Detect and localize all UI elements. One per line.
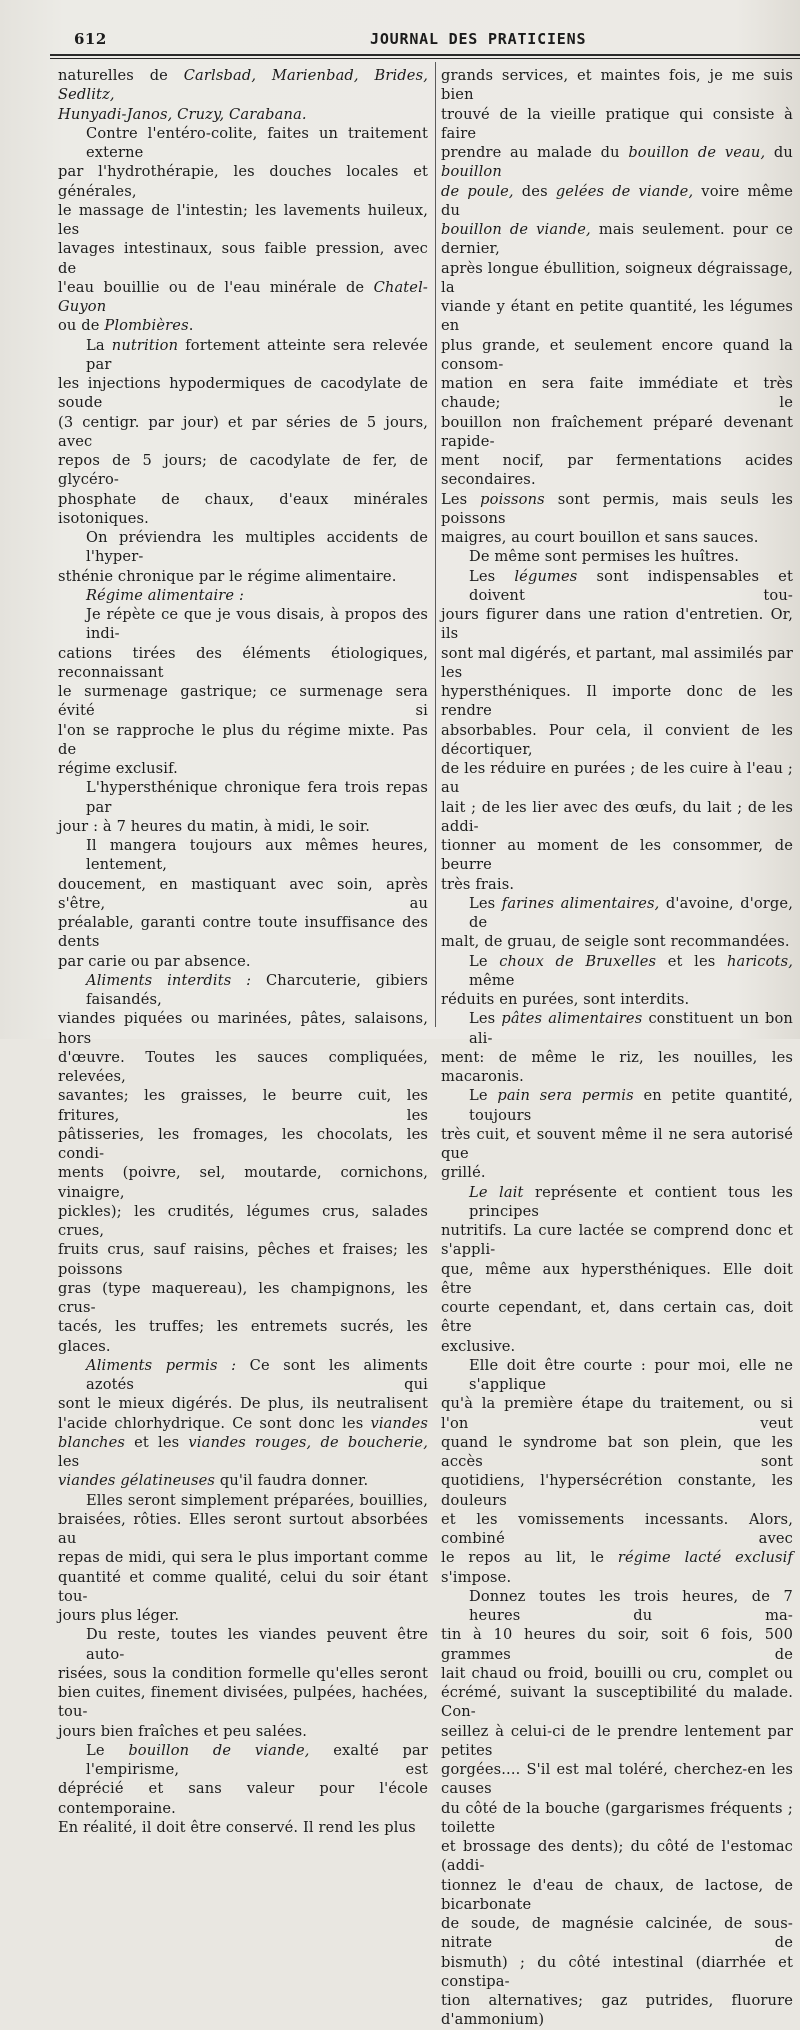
paragraph [441, 66, 793, 547]
text-line: tin à 10 heures du soir, soit 6 fois, 500 grammes de [441, 1626, 793, 1663]
text-line: très cuit, et souvent même il ne sera autorisé que [441, 1125, 793, 1162]
text-line: de les réduire en purées ; de les cuire à l'eau ; au [441, 760, 793, 797]
text-line: ou de Plombières. [58, 317, 194, 335]
text-line: du côté de la bouche (gargarismes fréquents ; toilette [441, 1799, 793, 1836]
text-line: pâtisseries, les fromages, les chocolats, les condi- [58, 1125, 428, 1162]
text-line: déprécié et sans valeur pour l'école contemporaine. [58, 1780, 428, 1817]
text-line: ments (poivre, sel, moutarde, cornichons, vinaigre, [58, 1164, 428, 1201]
text-line: naturelles de Carlsbad, Marienbad, Brides, Sedlitz, [58, 67, 428, 104]
paragraph [58, 528, 428, 586]
paragraph [58, 1741, 428, 1837]
text-line: malt, de gruau, de seigle sont recommandées. [441, 933, 790, 951]
paragraph [441, 952, 793, 1010]
text-line: par carie ou par absence. [58, 952, 251, 970]
text-line: bouillon de viande, mais seulement. pour ce dernier, [441, 221, 793, 258]
text-line: plus grande, et seulement encore quand la consom- [441, 336, 793, 373]
text-line: Contre l'entéro-colite, faites un traitement externe [86, 124, 428, 161]
text-line: repas de midi, qui sera le plus important comme [58, 1549, 428, 1567]
text-line: bien cuites, finement divisées, pulpées, hachées, tou- [58, 1684, 428, 1721]
page-header [40, 26, 784, 50]
text-line: Les pâtes alimentaires constituent un bon ali- [469, 1010, 793, 1047]
running-head: JOURNAL DES PRATICIENS [370, 30, 587, 48]
text-line: doucement, en mastiquant avec soin, après s'être, au [58, 875, 428, 912]
text-line: nutritifs. La cure lactée se comprend donc et s'appli- [441, 1222, 793, 1259]
text-line: Elles seront simplement préparées, bouillies, [86, 1491, 428, 1509]
text-line: bismuth) ; du côté intestinal (diarrhée et constipa- [441, 1953, 793, 1990]
text-line: sont le mieux digérés. De plus, ils neutralisent [58, 1395, 428, 1413]
text-line: savantes; les graisses, le beurre cuit, les fritures, les [58, 1087, 428, 1124]
text-line: phosphate de chaux, d'eaux minérales isotoniques. [58, 490, 428, 527]
text-line: tion alternatives; gaz putrides, fluorure d'ammonium) [441, 1992, 793, 2029]
text-line: le surmenage gastrique; ce surmenage sera évité si [58, 683, 428, 720]
text-line: hypersthéniques. Il importe donc de les rendre [441, 683, 793, 720]
text-line: de poule, des gelées de viande, voire même du [441, 182, 793, 219]
text-line: Il mangera toujours aux mêmes heures, lentement, [86, 837, 428, 874]
page-number: 612 [74, 30, 107, 48]
text-line: et les vomissements incessants. Alors, combiné avec [441, 1510, 793, 1547]
text-line: préalable, garanti contre toute insuffisance des dents [58, 914, 428, 951]
text-line: lait chaud ou froid, bouilli ou cru, complet ou [441, 1664, 793, 1682]
paragraph [441, 1183, 793, 1356]
text-line: courte cependant, et, dans certain cas, doit être [441, 1299, 793, 1336]
text-line: L'hypersthénique chronique fera trois repas par [86, 779, 428, 816]
text-line: l'eau bouillie ou de l'eau minérale de Chatel-Guyon [58, 278, 428, 315]
paragraph [58, 605, 428, 778]
text-line: les injections hypodermiques de cacodylate de soude [58, 375, 428, 412]
paragraph [58, 124, 428, 336]
text-line: très frais. [441, 875, 515, 893]
text-line: grands services, et maintes fois, je me suis bien [441, 67, 793, 104]
paragraph [58, 836, 428, 971]
text-line: lavages intestinaux, sous faible pression, avec de [58, 240, 428, 277]
text-line: tacés, les truffes; les entremets sucrés, les glaces. [58, 1318, 428, 1355]
text-line: braisées, rôties. Elles seront surtout absorbées au [58, 1510, 428, 1547]
text-line: De même sont permises les huîtres. [469, 548, 740, 566]
text-line: Le lait représente et contient tous les principes [469, 1183, 793, 1220]
text-line: fruits crus, sauf raisins, pêches et fraises; les poissons [58, 1241, 428, 1278]
text-line: risées, sous la condition formelle qu'elles seront [58, 1664, 428, 1682]
text-line: Le pain sera permis en petite quantité, toujours [469, 1087, 793, 1124]
paragraph [441, 567, 793, 894]
text-line: absorbables. Pour cela, il convient de les décortiquer, [441, 721, 793, 758]
paragraph [58, 1491, 428, 1626]
text-line: cations tirées des éléments étiologiques, reconnaissant [58, 644, 428, 681]
text-line: jour : à 7 heures du matin, à midi, le soir. [58, 817, 371, 835]
left-column [58, 66, 428, 1837]
text-line: grillé. [441, 1164, 486, 1182]
text-line: Le bouillon de viande, exalté par l'empirisme, est [86, 1741, 429, 1778]
paragraph [441, 547, 793, 566]
text-line: après longue ébullition, soigneux dégraissage, la [441, 259, 793, 296]
text-line: exclusive. [441, 1337, 516, 1355]
header-rule-thin [50, 58, 800, 59]
text-line: jours figurer dans une ration d'entretien. Or, ils [441, 606, 793, 643]
paragraph [58, 1356, 428, 1491]
text-line: qu'à la première étape du traitement, ou si l'on veut [441, 1395, 793, 1432]
text-line: l'on se rapproche le plus du régime mixte. Pas de [58, 721, 428, 758]
text-line: maigres, au court bouillon et sans sauces. [441, 529, 759, 546]
text-line: écrémé, suivant la susceptibilité du malade. Con- [441, 1684, 793, 1721]
text-line: Aliments interdits : Charcuterie, gibiers faisandés, [86, 971, 428, 1008]
text-line: blanches et les viandes rouges, de boucherie, les [58, 1433, 428, 1470]
text-line: quantité et comme qualité, celui du soir étant tou- [58, 1568, 428, 1605]
text-line: jours bien fraîches et peu salées. [58, 1722, 308, 1740]
text-line: Les poissons sont permis, mais seuls les poissons [441, 490, 793, 527]
paragraph [58, 66, 428, 124]
text-line: prendre au malade du bouillon de veau, du bouillon [441, 144, 793, 181]
text-line: lait ; de les lier avec des œufs, du lait ; de les addi- [441, 798, 793, 835]
paragraph [58, 1625, 428, 1741]
text-line: par l'hydrothérapie, les douches locales et générales, [58, 163, 428, 200]
text-line: seillez à celui-ci de le prendre lentement par petites [441, 1722, 793, 1759]
text-line: Hunyadi-Janos, Cruzy, Carabana. [58, 105, 307, 123]
text-line: viandes gélatineuses qu'il faudra donner. [58, 1472, 369, 1490]
text-line: trouvé de la vieille pratique qui consiste à faire [441, 105, 793, 142]
text-line: ment nocif, par fermentations acides secondaires. [441, 452, 793, 489]
text-line: pickles); les crudités, légumes crus, salades crues, [58, 1202, 428, 1239]
text-line: Elle doit être courte : pour moi, elle ne s'applique [469, 1356, 793, 1393]
paragraph [441, 1086, 793, 1182]
text-line: mation en sera faite immédiate et très chaude; le [441, 375, 793, 412]
text-line: viande y étant en petite quantité, les légumes en [441, 298, 793, 335]
text-line: quotidiens, l'hypersécrétion constante, les douleurs [441, 1472, 793, 1509]
text-line: l'acide chlorhydrique. Ce sont donc les viandes [58, 1414, 428, 1432]
text-line: Le choux de Bruxelles et les haricots, même [469, 952, 793, 989]
text-line: gras (type maquereau), les champignons, les crus- [58, 1279, 428, 1316]
text-line: repos de 5 jours; de cacodylate de fer, de glycéro- [58, 452, 428, 489]
paragraph [58, 586, 428, 605]
paragraph [441, 1356, 793, 1587]
paragraph [441, 1009, 793, 1086]
text-line: le massage de l'intestin; les lavements huileux, les [58, 201, 428, 238]
text-line: On préviendra les multiples accidents de l'hyper- [86, 529, 428, 566]
text-line: bouillon non fraîchement préparé devenant rapide- [441, 413, 793, 450]
text-line: et brossage des dents); du côté de l'estomac (addi- [441, 1838, 793, 1875]
text-line: gorgées.... S'il est mal toléré, cherchez-en les causes [441, 1761, 793, 1798]
text-line: En réalité, il doit être conservé. Il rend les plus [58, 1818, 416, 1836]
text-line: le repos au lit, le régime lacté exclusif s'impose. [441, 1549, 793, 1586]
paragraph [58, 971, 428, 1356]
right-column [441, 66, 793, 2030]
text-line: régime exclusif. [58, 760, 178, 777]
text-line: viandes piquées ou marinées, pâtes, salaisons, hors [58, 1010, 428, 1047]
text-line: jours plus léger. [58, 1607, 180, 1624]
text-line: Je répète ce que je vous disais, à propos des indi- [86, 606, 428, 643]
text-line: Les légumes sont indispensables et doivent tou- [469, 567, 793, 604]
text-line: Du reste, toutes les viandes peuvent être auto- [86, 1626, 428, 1663]
paragraph [58, 336, 428, 529]
text-line: Les farines alimentaires, d'avoine, d'orge, de [469, 894, 793, 931]
text-line: Aliments permis : Ce sont les aliments azotés qui [86, 1356, 429, 1393]
text-line: tionner au moment de les consommer, de beurre [441, 837, 793, 874]
text-line: que, même aux hypersthéniques. Elle doit être [441, 1260, 793, 1297]
text-line: tionnez le d'eau de chaux, de lactose, de bicarbonate [441, 1876, 793, 1913]
text-line: La nutrition fortement atteinte sera relevée par [86, 336, 428, 373]
text-line: sont mal digérés, et partant, mal assimilés par les [441, 644, 793, 681]
text-line: (3 centigr. par jour) et par séries de 5 jours, avec [58, 413, 428, 450]
text-line: ment: de même le riz, les nouilles, les macaronis. [441, 1048, 793, 1085]
column-divider [435, 62, 436, 1027]
paragraph [441, 1587, 793, 2030]
text-line: sthénie chronique par le régime alimentaire. [58, 567, 397, 585]
text-line: de soude, de magnésie calcinée, de sous-nitrate de [441, 1915, 793, 1952]
paragraph [58, 778, 428, 836]
text-line: Régime alimentaire : [86, 586, 245, 604]
text-line: d'œuvre. Toutes les sauces compliquées, relevées, [58, 1048, 428, 1085]
text-line: réduits en purées, sont interdits. [441, 991, 690, 1008]
text-line: Donnez toutes les trois heures, de 7 heures du ma- [469, 1587, 793, 1624]
text-line: quand le syndrome bat son plein, que les accès sont [441, 1433, 793, 1470]
header-rule [50, 54, 800, 56]
paragraph [441, 894, 793, 952]
